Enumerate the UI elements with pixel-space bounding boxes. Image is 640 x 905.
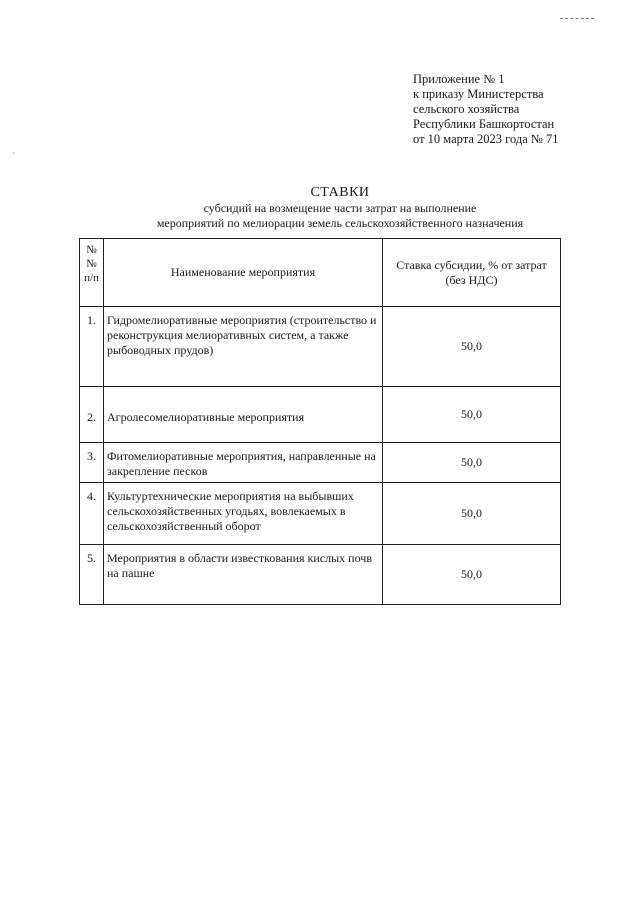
appendix-line: Приложение № 1 — [413, 72, 505, 86]
scan-speck: · — [12, 149, 15, 158]
table-row — [80, 443, 561, 483]
row-rate: 50,0 — [383, 545, 561, 605]
row-number: 5. — [80, 545, 104, 605]
row-number: 2. — [80, 387, 104, 443]
header-rate-line: Ставка субсидии, % от затрат — [396, 257, 547, 272]
appendix-line: от 10 марта 2023 года № 71 — [413, 132, 559, 146]
row-name: Фитомелиоративные мероприятия, направленные на закрепление песков — [104, 443, 383, 483]
document-title: СТАВКИ — [310, 185, 370, 200]
row-name: Культуртехнические мероприятия на выбывших сельскохозяйственных угодьях, вовлекаемых в сельскохозяйственный оборот — [104, 483, 383, 545]
header-number-line: № — [86, 258, 97, 270]
header-rate-line: (без НДС) — [445, 272, 498, 287]
table-header-row — [80, 239, 561, 307]
row-rate: 50,0 — [383, 387, 561, 443]
table-row — [80, 545, 561, 605]
table-row — [80, 387, 561, 443]
row-name: Гидромелиоративные мероприятия (строительство и реконструкция мелиоративных систем, а также рыбоводных прудов) — [104, 307, 383, 387]
appendix-line: Республики Башкортостан — [413, 117, 555, 131]
header-number-line: № — [86, 244, 97, 256]
row-rate: 50,0 — [383, 443, 561, 483]
row-number: 4. — [80, 483, 104, 545]
header-name: Наименование мероприятия — [104, 239, 383, 307]
scan-mark — [560, 18, 594, 19]
appendix-line: сельского хозяйства — [413, 102, 520, 116]
table-row — [80, 307, 561, 387]
header-rate — [383, 239, 561, 307]
header-number — [80, 239, 104, 307]
rates-table — [79, 238, 561, 605]
document-subtitle-line: мероприятий по мелиорации земель сельскохозяйственного назначения — [156, 216, 524, 230]
row-name: Агролесомелиоративные мероприятия — [104, 387, 383, 443]
row-name: Мероприятия в области известкования кислых почв на пашне — [104, 545, 383, 605]
header-number-line: п/п — [84, 272, 99, 284]
document-subtitle-line: субсидий на возмещение части затрат на выполнение — [203, 201, 477, 215]
row-number: 3. — [80, 443, 104, 483]
title-block — [120, 184, 560, 231]
appendix-line: к приказу Министерства — [413, 87, 544, 101]
row-rate: 50,0 — [383, 307, 561, 387]
appendix-block — [413, 72, 558, 147]
row-number: 1. — [80, 307, 104, 387]
row-rate: 50,0 — [383, 483, 561, 545]
table-row — [80, 483, 561, 545]
